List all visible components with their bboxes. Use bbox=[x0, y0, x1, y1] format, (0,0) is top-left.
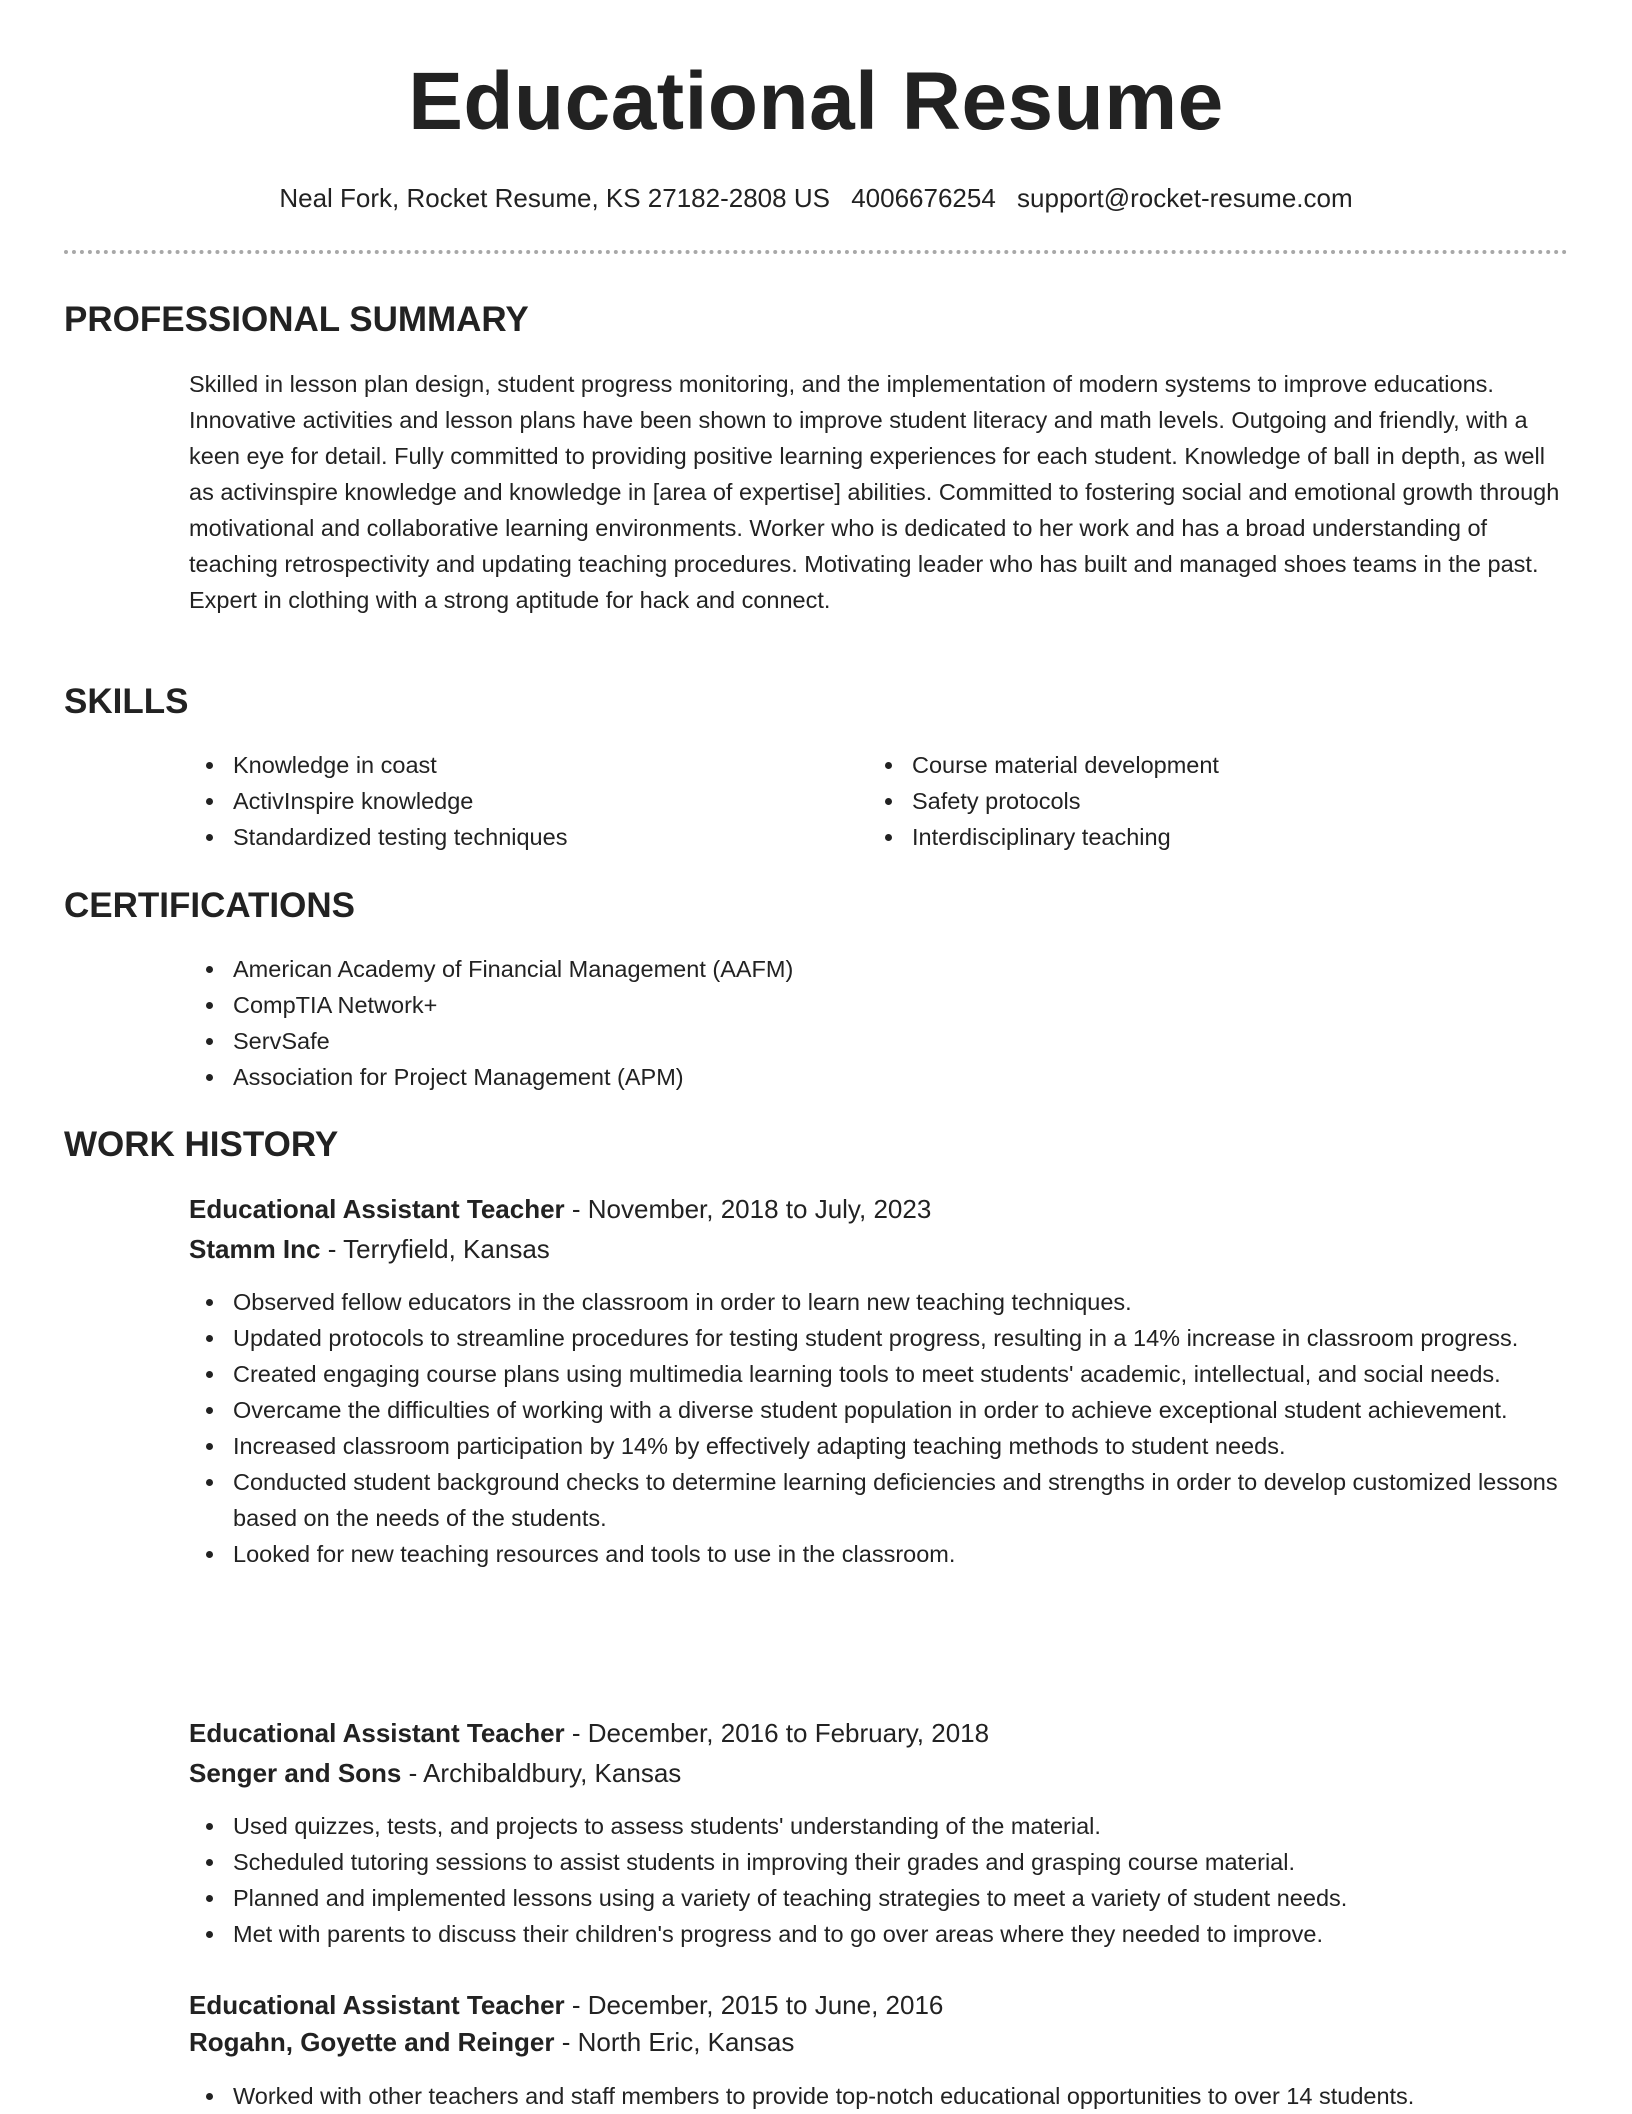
job-bullets bbox=[189, 1284, 1574, 1572]
skills-list-right bbox=[868, 747, 1568, 855]
job-bullet: Looked for new teaching resources and tools to use in the classroom. bbox=[189, 1536, 1574, 1572]
job-bullets bbox=[189, 1808, 1574, 1952]
job-company-line: Rogahn, Goyette and Reinger - North Eric, Kansas bbox=[189, 2027, 795, 2057]
job-title-line: Educational Assistant Teacher - November, 2018 to July, 2023 bbox=[189, 1194, 932, 1224]
job-bullet: Overcame the difficulties of working with a diverse student population in order to achieve exceptional student achievement. bbox=[189, 1392, 1574, 1428]
certifications-heading: CERTIFICATIONS bbox=[64, 886, 356, 925]
contact-phone: 4006676254 bbox=[851, 183, 996, 213]
job-company: Stamm Inc bbox=[189, 1234, 321, 1264]
job-bullet: Conducted student background checks to determine learning deficiencies and strengths in order to develop customized lessons based on the needs of the students. bbox=[189, 1464, 1574, 1536]
skill-item: ActivInspire knowledge bbox=[189, 783, 829, 819]
work-history-heading: WORK HISTORY bbox=[64, 1125, 339, 1164]
skill-item: Knowledge in coast bbox=[189, 747, 829, 783]
job-dates: November, 2018 to July, 2023 bbox=[587, 1194, 932, 1224]
skill-item: Standardized testing techniques bbox=[189, 819, 829, 855]
job-dates: December, 2016 to February, 2018 bbox=[587, 1718, 990, 1748]
job-company-line: Stamm Inc - Terryfield, Kansas bbox=[189, 1234, 550, 1264]
job-bullet: Scheduled tutoring sessions to assist students in improving their grades and grasping course material. bbox=[189, 1844, 1574, 1880]
contact-line bbox=[0, 180, 1632, 216]
summary-heading: PROFESSIONAL SUMMARY bbox=[64, 300, 529, 339]
job-title-line: Educational Assistant Teacher - December, 2015 to June, 2016 bbox=[189, 1990, 944, 2020]
skill-item: Interdisciplinary teaching bbox=[868, 819, 1568, 855]
certifications-list bbox=[189, 951, 1574, 1095]
job-title: Educational Assistant Teacher bbox=[189, 1990, 565, 2020]
certification-item: American Academy of Financial Management (AAFM) bbox=[189, 951, 1574, 987]
header-divider bbox=[64, 250, 1568, 254]
job-bullet: Used quizzes, tests, and projects to assess students' understanding of the material. bbox=[189, 1808, 1574, 1844]
job-bullet: Worked with other teachers and staff members to provide top-notch educational opportunities to over 14 students. bbox=[189, 2078, 1574, 2114]
job-title: Educational Assistant Teacher bbox=[189, 1718, 565, 1748]
skill-item: Safety protocols bbox=[868, 783, 1568, 819]
certification-item: CompTIA Network+ bbox=[189, 987, 1574, 1023]
job-company: Senger and Sons bbox=[189, 1758, 402, 1788]
job-dates: December, 2015 to June, 2016 bbox=[587, 1990, 944, 2020]
certification-item: Association for Project Management (APM) bbox=[189, 1059, 1574, 1095]
skills-list-left bbox=[189, 747, 829, 855]
summary-text: Skilled in lesson plan design, student progress monitoring, and the implementation of modern systems to improve educations. Innovative activities and lesson plans have been shown to improve student literacy and math levels. Outgoing and friendly, with a keen eye for detail. Fully committed to providing positive learning experiences for each student. Knowledge of ball in depth, as well as activinspire knowledge and knowledge in [area of expertise] abilities. Committed to fostering social and emotional growth through motivational and collaborative learning environments. Worker who is dedicated to her work and has a broad understanding of teaching retrospectivity and updating teaching procedures. Motivating leader who has built and managed shoes teams in the past. Expert in clothing with a strong aptitude for hack and connect. bbox=[189, 371, 1560, 613]
job-company-line: Senger and Sons - Archibaldbury, Kansas bbox=[189, 1758, 682, 1788]
job-title-line: Educational Assistant Teacher - December, 2016 to February, 2018 bbox=[189, 1718, 990, 1748]
job-bullet: Met with parents to discuss their children's progress and to go over areas where they needed to improve. bbox=[189, 1916, 1574, 1952]
job-location: Archibaldbury, Kansas bbox=[423, 1758, 682, 1788]
job-title: Educational Assistant Teacher bbox=[189, 1194, 565, 1224]
job-location: Terryfield, Kansas bbox=[343, 1234, 550, 1264]
job-bullet: Updated protocols to streamline procedures for testing student progress, resulting in a 14% increase in classroom progress. bbox=[189, 1320, 1574, 1356]
certification-item: ServSafe bbox=[189, 1023, 1574, 1059]
job-company: Rogahn, Goyette and Reinger bbox=[189, 2027, 555, 2057]
contact-email: support@rocket-resume.com bbox=[1017, 183, 1353, 213]
contact-address: Neal Fork, Rocket Resume, KS 27182-2808 US bbox=[279, 183, 830, 213]
job-bullets bbox=[189, 2078, 1574, 2114]
resume-title: Educational Resume bbox=[408, 56, 1224, 147]
job-bullet: Planned and implemented lessons using a variety of teaching strategies to meet a variety of student needs. bbox=[189, 1880, 1574, 1916]
job-bullet: Created engaging course plans using multimedia learning tools to meet students' academic, intellectual, and social needs. bbox=[189, 1356, 1574, 1392]
job-bullet: Increased classroom participation by 14% by effectively adapting teaching methods to student needs. bbox=[189, 1428, 1574, 1464]
skills-heading: SKILLS bbox=[64, 682, 189, 721]
job-bullet: Observed fellow educators in the classroom in order to learn new teaching techniques. bbox=[189, 1284, 1574, 1320]
skill-item: Course material development bbox=[868, 747, 1568, 783]
job-location: North Eric, Kansas bbox=[577, 2027, 795, 2057]
